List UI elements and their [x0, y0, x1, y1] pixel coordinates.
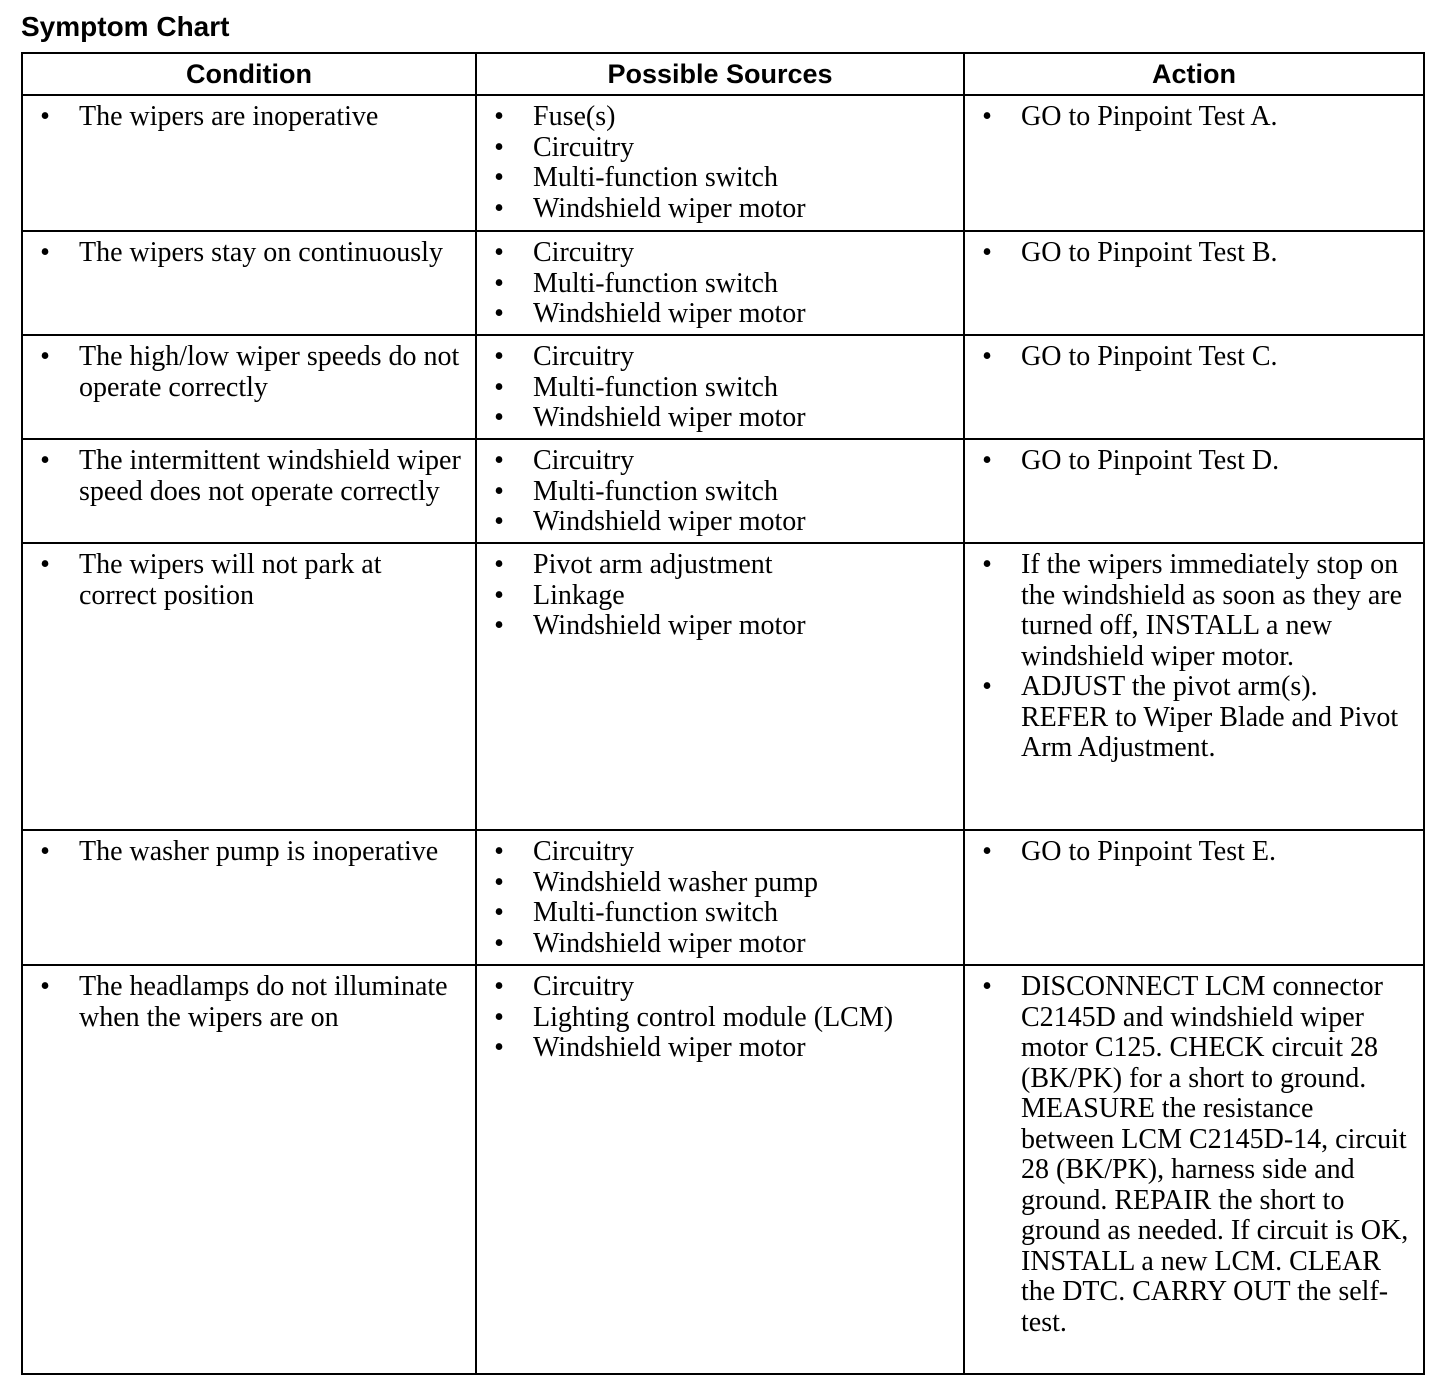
bullet-icon: • — [494, 866, 504, 898]
action-cell — [964, 335, 1424, 439]
list-item — [477, 403, 963, 434]
action-text: GO to Pinpoint Test C. — [1021, 341, 1278, 372]
bullet-icon: • — [494, 341, 504, 372]
bullet-icon: • — [40, 445, 50, 476]
bullet-icon: • — [40, 101, 50, 132]
source-text: Circuitry — [533, 131, 635, 163]
bullet-icon: • — [982, 836, 992, 867]
table-row — [22, 543, 1424, 830]
bullet-icon: • — [40, 836, 50, 867]
source-text: Windshield wiper motor — [533, 298, 806, 329]
list-item — [477, 898, 963, 929]
bullet-icon: • — [494, 402, 504, 433]
action-text: GO to Pinpoint Test E. — [1021, 836, 1276, 867]
list-item — [477, 477, 963, 508]
condition-text: The wipers are inoperative — [79, 101, 379, 132]
bullet-icon: • — [494, 579, 504, 611]
list-item — [23, 837, 475, 868]
action-cell — [964, 95, 1424, 231]
bullet-icon: • — [494, 927, 504, 959]
source-text: Windshield washer pump — [533, 866, 819, 898]
bullet-icon: • — [982, 237, 992, 268]
list-item — [477, 1003, 963, 1034]
list-item — [477, 507, 963, 538]
condition-text: The washer pump is inoperative — [79, 836, 439, 867]
list-item — [965, 837, 1423, 868]
list-item — [477, 929, 963, 960]
symptom-table — [21, 52, 1425, 1375]
source-text: Linkage — [533, 579, 625, 611]
table-row — [22, 439, 1424, 543]
list-item — [477, 611, 963, 642]
header-action: Action — [964, 53, 1424, 95]
action-text: DISCONNECT LCM connector C2145D and windshield wiper motor C125. CHECK circuit 28 (BK/PK) for a short to ground. MEASURE the resistance between LCM C2145D-14, circuit 28 (BK/PK), harness side and ground. REPAIR the short to ground as needed. If circuit is OK, INSTALL a new LCM. CLEAR the DTC. CARRY OUT the self-test. — [1021, 971, 1409, 1338]
list-item — [23, 972, 475, 1033]
source-text: Circuitry — [533, 971, 635, 1002]
bullet-icon: • — [982, 101, 992, 132]
sources-cell — [476, 335, 964, 439]
bullet-icon: • — [494, 836, 504, 867]
bullet-icon: • — [494, 897, 504, 928]
list-item — [477, 373, 963, 404]
list-item — [477, 194, 963, 225]
list-item — [477, 299, 963, 330]
bullet-icon: • — [494, 131, 504, 163]
source-text: Multi-function switch — [533, 267, 778, 299]
source-text: Multi-function switch — [533, 897, 778, 928]
bullet-icon: • — [494, 445, 504, 476]
list-item — [965, 972, 1423, 1338]
list-item — [965, 672, 1423, 764]
list-item — [23, 342, 475, 403]
list-item — [477, 238, 963, 269]
list-item — [477, 102, 963, 133]
condition-cell — [22, 543, 476, 830]
list-item — [477, 550, 963, 581]
sources-cell — [476, 965, 964, 1374]
list-item — [23, 102, 475, 133]
source-text: Multi-function switch — [533, 475, 778, 507]
source-text: Circuitry — [533, 445, 635, 476]
list-item — [477, 581, 963, 612]
list-item — [965, 550, 1423, 672]
bullet-icon: • — [494, 192, 504, 224]
list-item — [477, 446, 963, 477]
bullet-icon: • — [40, 341, 50, 372]
source-text: Windshield wiper motor — [533, 402, 806, 433]
bullet-icon: • — [494, 1032, 504, 1063]
condition-cell — [22, 439, 476, 543]
bullet-icon: • — [494, 267, 504, 299]
source-text: Windshield wiper motor — [533, 1032, 806, 1063]
bullet-icon: • — [40, 549, 50, 580]
list-item — [477, 868, 963, 899]
list-item — [477, 269, 963, 300]
action-cell — [964, 830, 1424, 965]
table-row — [22, 231, 1424, 335]
condition-text: The headlamps do not illuminate when the wipers are on — [79, 971, 448, 1033]
header-condition: Condition — [22, 53, 476, 95]
list-item — [477, 837, 963, 868]
source-text: Windshield wiper motor — [533, 927, 806, 959]
condition-cell — [22, 231, 476, 335]
condition-text: The wipers will not park at correct position — [79, 549, 382, 611]
source-text: Multi-function switch — [533, 371, 778, 403]
bullet-icon: • — [494, 506, 504, 537]
action-text: GO to Pinpoint Test A. — [1021, 101, 1278, 132]
sources-cell — [476, 231, 964, 335]
condition-cell — [22, 95, 476, 231]
list-item — [477, 972, 963, 1003]
bullet-icon: • — [982, 971, 992, 1002]
condition-cell — [22, 830, 476, 965]
sources-cell — [476, 543, 964, 830]
list-item — [477, 133, 963, 164]
action-cell — [964, 231, 1424, 335]
source-text: Fuse(s) — [533, 101, 616, 132]
sources-cell — [476, 830, 964, 965]
bullet-icon: • — [494, 162, 504, 193]
bullet-icon: • — [494, 549, 504, 580]
source-text: Circuitry — [533, 836, 635, 867]
bullet-icon: • — [494, 298, 504, 329]
list-item — [477, 163, 963, 194]
list-item — [965, 102, 1423, 133]
source-text: Windshield wiper motor — [533, 506, 806, 537]
list-item — [23, 238, 475, 269]
source-text: Lighting control module (LCM) — [533, 1001, 894, 1033]
source-text: Circuitry — [533, 341, 635, 372]
bullet-icon: • — [494, 237, 504, 268]
action-text: ADJUST the pivot arm(s). REFER to Wiper Blade and Pivot Arm Adjustment. — [1021, 671, 1399, 763]
sources-cell — [476, 95, 964, 231]
list-item — [965, 446, 1423, 477]
condition-cell — [22, 965, 476, 1374]
source-text: Windshield wiper motor — [533, 192, 806, 224]
bullet-icon: • — [494, 371, 504, 403]
bullet-icon: • — [40, 237, 50, 268]
table-row — [22, 95, 1424, 231]
source-text: Windshield wiper motor — [533, 610, 806, 641]
bullet-icon: • — [982, 549, 992, 580]
list-item — [965, 238, 1423, 269]
action-text: GO to Pinpoint Test D. — [1021, 445, 1280, 476]
condition-cell — [22, 335, 476, 439]
bullet-icon: • — [982, 445, 992, 476]
action-cell — [964, 965, 1424, 1374]
table-row — [22, 965, 1424, 1374]
condition-text: The wipers stay on continuously — [79, 237, 443, 268]
bullet-icon: • — [494, 610, 504, 641]
bullet-icon: • — [40, 971, 50, 1002]
chart-title: Symptom Chart — [21, 11, 230, 42]
bullet-icon: • — [494, 1001, 504, 1033]
list-item — [23, 446, 475, 507]
header-row — [22, 53, 1424, 95]
condition-text: The high/low wiper speeds do not operate correctly — [79, 341, 460, 403]
condition-text: The intermittent windshield wiper speed does not operate correctly — [79, 445, 461, 507]
source-text: Circuitry — [533, 237, 635, 268]
action-cell — [964, 439, 1424, 543]
action-cell — [964, 543, 1424, 830]
sources-cell — [476, 439, 964, 543]
bullet-icon: • — [982, 341, 992, 372]
bullet-icon: • — [494, 971, 504, 1002]
bullet-icon: • — [494, 475, 504, 507]
bullet-icon: • — [494, 101, 504, 132]
list-item — [23, 550, 475, 611]
table-row — [22, 335, 1424, 439]
action-text: GO to Pinpoint Test B. — [1021, 237, 1278, 268]
source-text: Multi-function switch — [533, 162, 778, 193]
action-text: If the wipers immediately stop on the windshield as soon as they are turned off, INSTALL a new windshield wiper motor. — [1021, 549, 1403, 672]
list-item — [477, 1033, 963, 1064]
list-item — [965, 342, 1423, 373]
list-item — [477, 342, 963, 373]
header-possible-sources: Possible Sources — [476, 53, 964, 95]
table-row — [22, 830, 1424, 965]
source-text: Pivot arm adjustment — [533, 549, 773, 580]
bullet-icon: • — [982, 671, 992, 702]
